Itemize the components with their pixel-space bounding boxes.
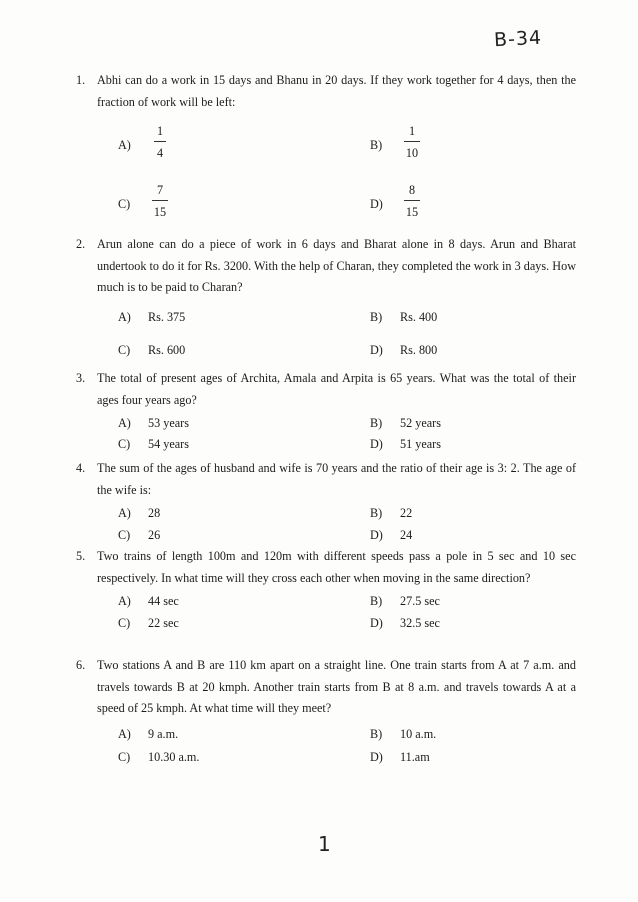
denominator: 15 <box>153 205 167 219</box>
page-number: 1 <box>318 832 331 856</box>
option-value: 53 years <box>148 416 189 430</box>
option-label: B) <box>370 594 383 608</box>
question-4 <box>76 458 576 501</box>
option-value: 11.am <box>400 750 430 764</box>
question-text: Two stations A and B are 110 km apart on a straight line. One train starts from A at 7 a.m. and travels towards B at 20 kmph. Another train starts from B at 8 a.m. and travels towards A at a speed of 25 kmph. At what time will they meet? <box>97 658 576 716</box>
option-label: D) <box>370 528 383 542</box>
fraction-bar <box>404 141 420 142</box>
fraction-bar <box>152 200 168 201</box>
question-number: 3. <box>76 371 86 385</box>
option-label: B) <box>370 506 383 520</box>
paper-code: B-34 <box>493 26 543 52</box>
option-4d[interactable] <box>370 527 412 543</box>
option-label: A) <box>118 138 131 152</box>
numerator: 8 <box>408 183 416 197</box>
option-value: 24 <box>400 528 413 542</box>
question-text: Abhi can do a work in 15 days and Bhanu in 20 days. If they work together for 4 days, then the fraction of work will be left: <box>97 73 576 109</box>
fraction <box>148 124 172 161</box>
question-text: The total of present ages of Archita, Amala and Arpita is 65 years. What was the total of their ages four years ago? <box>97 371 576 407</box>
option-value: Rs. 600 <box>148 343 186 357</box>
option-value: 22 <box>400 506 413 520</box>
denominator: 15 <box>405 205 419 219</box>
question-1 <box>76 70 576 113</box>
question-text: Two trains of length 100m and 120m with different speeds pass a pole in 5 sec and 10 sec respectively. In what time will they cross each other when moving in the same direction? <box>97 549 576 585</box>
option-5b[interactable] <box>370 593 440 609</box>
option-label: C) <box>118 616 131 630</box>
fraction <box>400 183 424 220</box>
option-label: C) <box>118 437 131 451</box>
fraction <box>400 124 424 161</box>
option-value: 10 a.m. <box>400 727 437 741</box>
option-3c[interactable] <box>118 436 189 452</box>
fraction-bar <box>154 141 166 142</box>
option-6c[interactable] <box>118 749 199 765</box>
option-value: 28 <box>148 506 161 520</box>
option-value: 52 years <box>400 416 441 430</box>
fraction <box>148 183 172 220</box>
option-label: D) <box>370 750 383 764</box>
option-label: C) <box>118 750 131 764</box>
option-value: Rs. 800 <box>400 343 438 357</box>
question-number: 6. <box>76 658 86 672</box>
option-value: 22 sec <box>148 616 179 630</box>
question-number: 5. <box>76 549 86 563</box>
numerator: 1 <box>408 124 416 138</box>
option-label: D) <box>370 437 383 451</box>
option-label: B) <box>370 138 383 152</box>
question-6 <box>76 655 576 720</box>
question-3 <box>76 368 576 411</box>
question-text: The sum of the ages of husband and wife is 70 years and the ratio of their age is 3: 2. The age of the wife is: <box>97 461 576 497</box>
option-2b[interactable] <box>370 309 437 325</box>
option-5c[interactable] <box>118 615 179 631</box>
option-value: 27.5 sec <box>400 594 440 608</box>
option-5a[interactable] <box>118 593 179 609</box>
option-4a[interactable] <box>118 505 160 521</box>
question-text: Arun alone can do a piece of work in 6 days and Bharat alone in 8 days. Arun and Bharat undertook to do it for Rs. 3200. With the help of Charan, they completed the work in 3 days. How much is to be paid to Charan? <box>97 237 576 295</box>
option-2d[interactable] <box>370 342 437 358</box>
option-4b[interactable] <box>370 505 412 521</box>
fraction-bar <box>404 200 420 201</box>
option-value: 9 a.m. <box>148 727 179 741</box>
option-value: Rs. 375 <box>148 310 186 324</box>
option-3a[interactable] <box>118 415 189 431</box>
option-5d[interactable] <box>370 615 440 631</box>
option-3b[interactable] <box>370 415 441 431</box>
option-label: B) <box>370 727 383 741</box>
option-label: C) <box>118 197 131 211</box>
option-6b[interactable] <box>370 726 436 742</box>
option-6a[interactable] <box>118 726 178 742</box>
denominator: 10 <box>405 146 419 160</box>
question-number: 2. <box>76 237 86 251</box>
option-value: 26 <box>148 528 161 542</box>
option-value: Rs. 400 <box>400 310 438 324</box>
option-label: D) <box>370 197 383 211</box>
option-value: 51 years <box>400 437 441 451</box>
option-label: D) <box>370 616 383 630</box>
question-number: 4. <box>76 461 86 475</box>
option-2c[interactable] <box>118 342 185 358</box>
option-label: C) <box>118 528 131 542</box>
option-label: A) <box>118 310 131 324</box>
option-4c[interactable] <box>118 527 160 543</box>
option-value: 10.30 a.m. <box>148 750 200 764</box>
question-5 <box>76 546 576 589</box>
option-label: A) <box>118 506 131 520</box>
option-label: A) <box>118 594 131 608</box>
option-value: 44 sec <box>148 594 179 608</box>
option-value: 32.5 sec <box>400 616 440 630</box>
option-label: A) <box>118 416 131 430</box>
option-2a[interactable] <box>118 309 185 325</box>
option-label: C) <box>118 343 131 357</box>
option-3d[interactable] <box>370 436 441 452</box>
option-label: D) <box>370 343 383 357</box>
option-6d[interactable] <box>370 749 430 765</box>
option-value: 54 years <box>148 437 189 451</box>
question-number: 1. <box>76 73 86 87</box>
numerator: 7 <box>156 183 164 197</box>
option-label: B) <box>370 416 383 430</box>
question-2 <box>76 234 576 299</box>
option-label: A) <box>118 727 131 741</box>
denominator: 4 <box>156 146 164 160</box>
numerator: 1 <box>156 124 164 138</box>
option-label: B) <box>370 310 383 324</box>
